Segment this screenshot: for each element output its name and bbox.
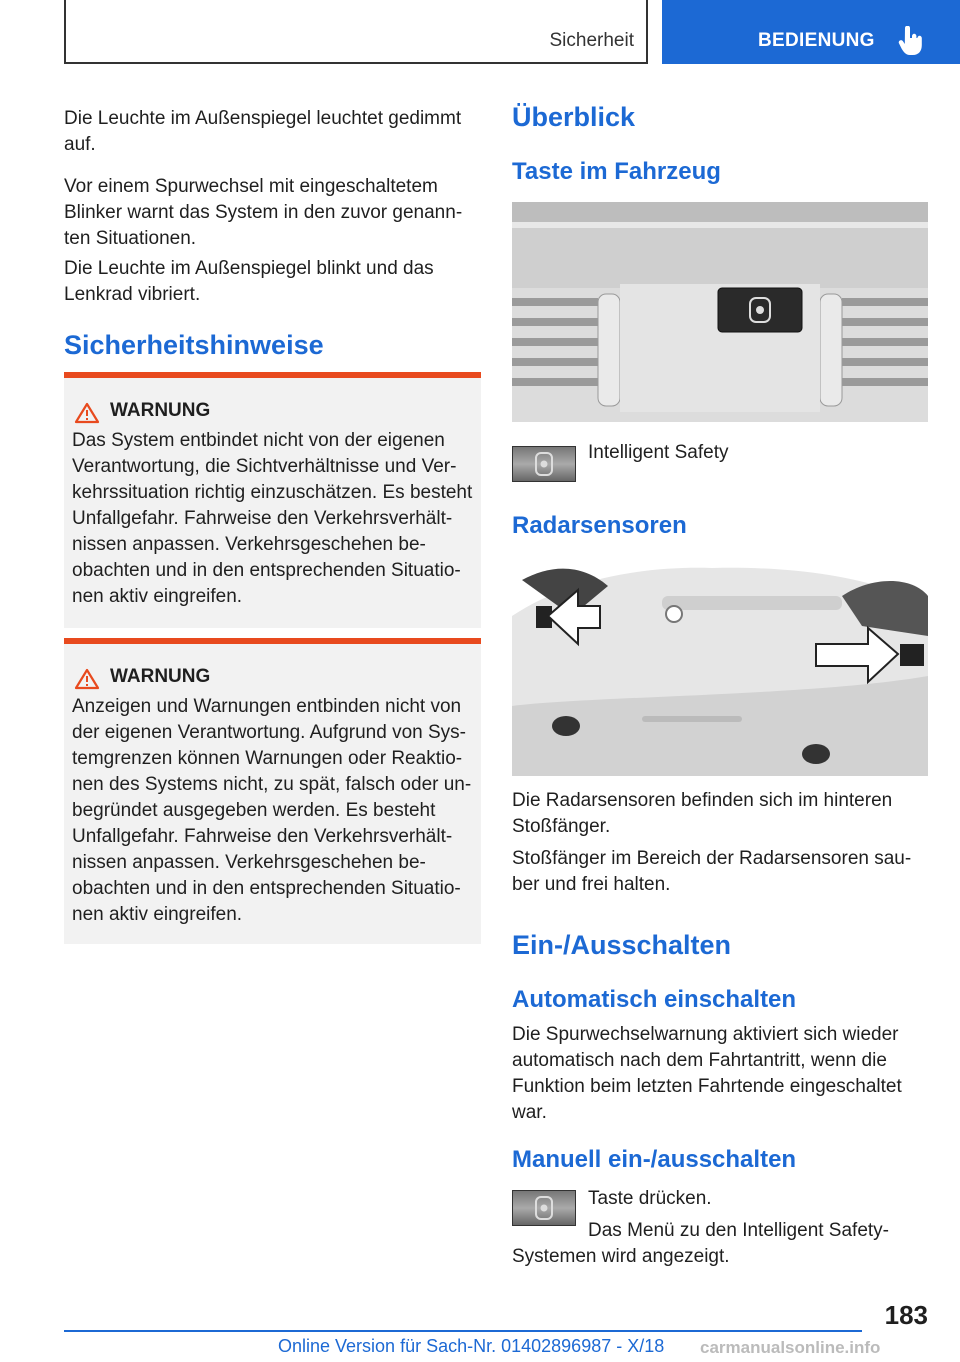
hand-pointer-icon (898, 26, 924, 56)
heading-auto-on: Automatisch einschalten (512, 986, 797, 1013)
heading-safety-notes: Sicherheitshinweise (64, 330, 324, 360)
paragraph-radar-location: Die Radarsensoren befinden sich im hinteren Stoßfänger. (512, 790, 893, 837)
header-chapter-tab (662, 0, 960, 64)
rear-bumper-radar-illustration (512, 556, 928, 776)
paragraph-press-button: Taste drücken. (588, 1188, 712, 1209)
heading-overview: Überblick (512, 102, 636, 132)
paragraph-lane-change-warning: Vor einem Spurwechsel mit eingeschaltetem Blinker warnt das System in den zuvor genann-ten Situationen. (64, 176, 463, 249)
warning-title: WARNUNG (110, 666, 211, 687)
heading-radar-sensors: Radarsensoren (512, 512, 687, 539)
page-number: 183 (884, 1300, 928, 1330)
header-section-label: Sicherheit (549, 30, 634, 51)
header-chapter-label: BEDIENUNG (758, 30, 875, 51)
button-caption: Intelligent Safety (588, 442, 729, 463)
warning-triangle-icon (74, 668, 100, 690)
warning-triangle-icon (74, 402, 100, 424)
footer-rule (64, 1330, 862, 1332)
intelligent-safety-button-icon (512, 446, 576, 482)
heading-on-off: Ein-/Ausschalten (512, 930, 732, 960)
dashboard-button-illustration (512, 202, 928, 422)
heading-manual-on-off: Manuell ein-/ausschalten (512, 1146, 797, 1173)
warning-box-1 (64, 372, 481, 628)
paragraph-auto-on: Die Spurwechselwarnung aktiviert sich wieder automatisch nach dem Fahrtantritt, wenn die Funktion beim letzten Fahrtende eingeschaltet war. (512, 1024, 902, 1123)
heading-button-in-vehicle: Taste im Fahrzeug (512, 158, 721, 185)
paragraph-mirror-light-dimmed: Die Leuchte im Außenspiegel leuchtet gedimmt auf. (64, 108, 462, 155)
header-section-tab (64, 0, 648, 64)
warning-text: Anzeigen und Warnungen entbinden nicht von der eigenen Verantwortung. Aufgrund von Sys-temgrenzen können Warnungen oder Reaktio-nen des Systems nicht, zu spät, falsch oder un-begründet ausgegeben werden. Es besteht Unfallgefahr. Fahrweise den Verkehrsverhält-nissen anpassen. Verkehrsgeschehen be-obachten und in den entsprechenden Situatio-nen aktiv eingreifen. (72, 696, 472, 925)
paragraph-menu-displayed: Das Menü zu den Intelligent Safety-Systemen wird angezeigt. (512, 1220, 890, 1267)
footer-watermark: carmanualsonline.info (700, 1338, 881, 1357)
paragraph-mirror-light-flashes: Die Leuchte im Außenspiegel blinkt und das Lenkrad vibriert. (64, 258, 434, 305)
warning-text: Das System entbindet nicht von der eigenen Verantwortung, die Sichtverhältnisse und Ver-kehrssituation richtig einzuschätzen. Es besteht Unfallgefahr. Fahrweise den Verkehrsverhält-nissen anpassen. Verkehrsgeschehen be-obachten und in den entsprechenden Situatio-nen aktiv eingreifen. (72, 430, 473, 607)
warning-box-2 (64, 638, 481, 944)
paragraph-radar-clean: Stoßfänger im Bereich der Radarsensoren sau-ber und frei halten. (512, 848, 912, 895)
warning-title: WARNUNG (110, 400, 211, 421)
footer-online-version: Online Version für Sach-Nr. 01402896987 - X/18 (278, 1336, 665, 1356)
